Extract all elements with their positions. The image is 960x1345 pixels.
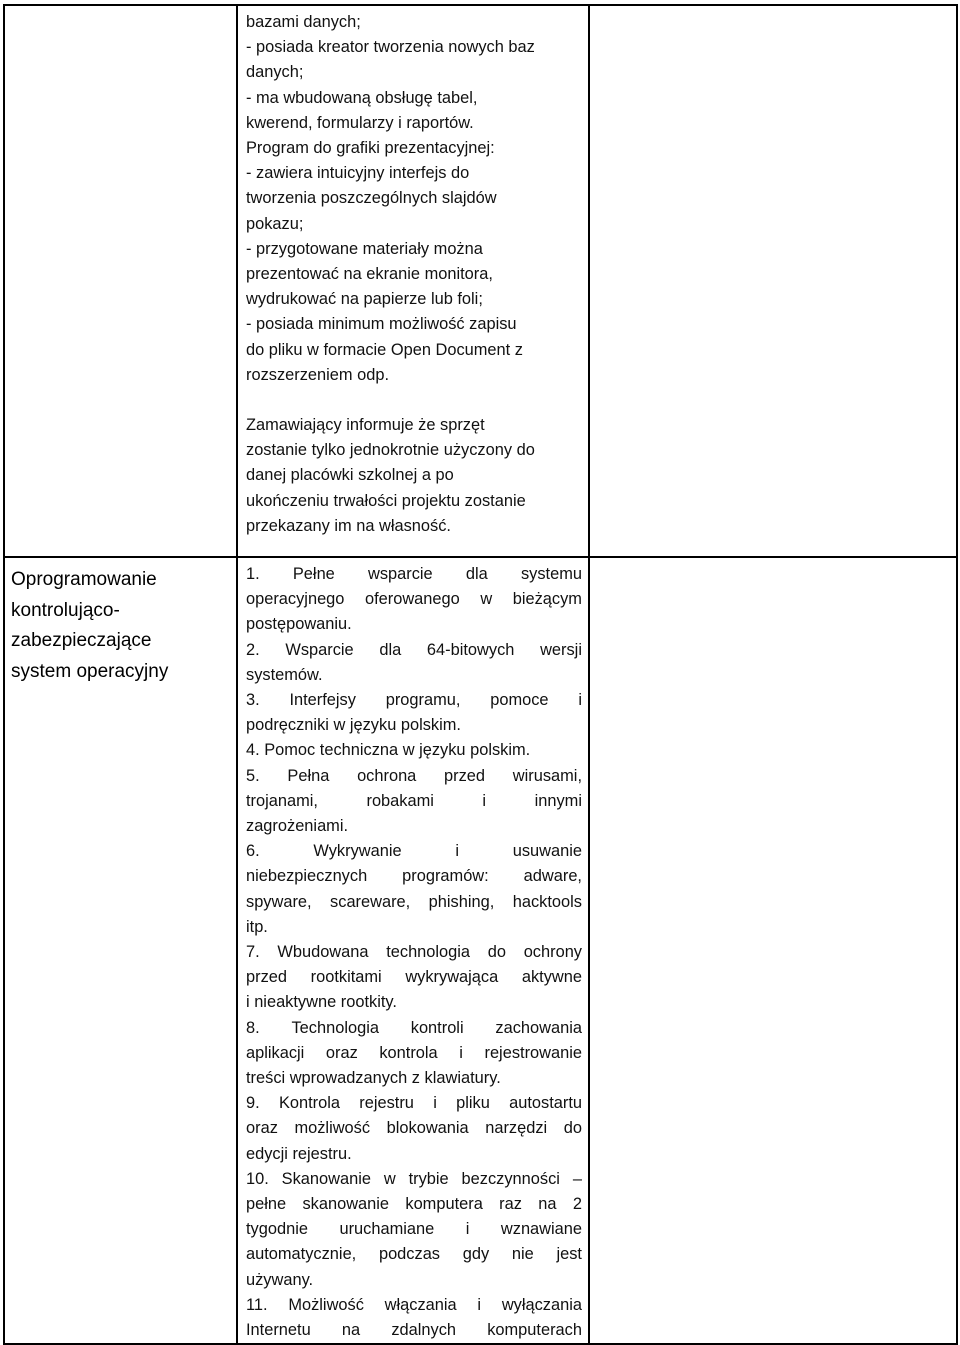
text-line: tworzenia poszczególnych slajdów (246, 189, 497, 208)
text-line: ukończeniu trwałości projektu zostanie (246, 491, 526, 510)
item-name-cell (4, 5, 237, 557)
text-line: tygodnie uruchamiane i wznawiane (246, 1220, 582, 1239)
text-line: - przygotowane materiały można (246, 239, 483, 258)
text-line: systemów. (246, 665, 323, 684)
text-line: przed rootkitami wykrywająca aktywne (246, 968, 582, 987)
text-line: Zamawiający informuje że sprzęt (246, 416, 485, 435)
text-line: system operacyjny (11, 660, 169, 682)
text-line: do pliku w formacie Open Document z (246, 340, 523, 359)
text-line: używany. (246, 1270, 314, 1289)
table-row (4, 5, 957, 557)
text-line: niebezpiecznych programów: adware, (246, 867, 582, 886)
text-line: operacyjnego oferowanego w bieżącym (246, 590, 582, 609)
text-line: 9. Kontrola rejestru i pliku autostartu (246, 1094, 582, 1113)
text-line: Oprogramowanie (11, 569, 157, 590)
description-text (238, 558, 588, 1343)
text-line: Internetu na zdalnych komputerach (246, 1321, 582, 1340)
text-line: zabezpieczające (11, 630, 152, 651)
text-line: przekazany im na własność. (246, 516, 451, 535)
text-line: 7. Wbudowana technologia do ochrony (246, 943, 582, 962)
text-line: wydrukować na papierze lub foli; (246, 290, 483, 309)
text-line: 1. Pełne wsparcie dla systemu (246, 565, 582, 583)
text-line: Program do grafiki prezentacyjnej: (246, 139, 495, 158)
text-line: oraz możliwość blokowania narzędzi do (246, 1119, 582, 1138)
text-line: - posiada minimum możliwość zapisu (246, 315, 517, 334)
text-line: trojanami, robakami i innymi (246, 791, 582, 810)
paragraph-gap (246, 388, 582, 413)
text-line: 6. Wykrywanie i usuwanie (246, 842, 582, 861)
text-line: 8. Technologia kontroli zachowania (246, 1018, 582, 1037)
text-line: 5. Pełna ochrona przed wirusami, (246, 766, 582, 785)
text-line: kontrolująco- (11, 599, 120, 621)
text-line: bazami danych; (246, 13, 361, 31)
item-name (5, 558, 236, 687)
text-line: pokazu; (246, 214, 304, 233)
text-line: i nieaktywne rootkity. (246, 993, 397, 1012)
text-line: 2. Wsparcie dla 64-bitowych wersji (246, 640, 582, 659)
text-line: - zawiera intuicyjny interfejs do (246, 164, 470, 183)
description-cell (237, 557, 589, 1344)
text-line: 11. Możliwość włączania i wyłączania (246, 1295, 582, 1314)
text-line: - ma wbudowaną obsługę tabel, (246, 88, 478, 107)
text-line: rozszerzeniem odp. (246, 365, 390, 384)
text-line: 4. Pomoc techniczna w języku polskim. (246, 741, 531, 760)
text-line: edycji rejestru. (246, 1144, 352, 1163)
item-name-cell (4, 557, 237, 1344)
text-line: 3. Interfejsy programu, pomoce i (246, 691, 582, 710)
text-line: podręczniki w języku polskim. (246, 716, 461, 735)
text-line: spyware, scareware, phishing, hacktools (246, 892, 582, 911)
text-line: postępowaniu. (246, 615, 352, 634)
text-line: kwerend, formularzy i raportów. (246, 113, 474, 132)
text-line: automatycznie, podczas gdy nie jest (246, 1245, 582, 1264)
offer-cell (589, 5, 957, 557)
description-cell (237, 5, 589, 557)
text-line: prezentować na ekranie monitora, (246, 265, 493, 284)
text-line: danej placówki szkolnej a po (246, 466, 454, 485)
text-line: treści wprowadzanych z klawiatury. (246, 1069, 501, 1088)
text-line: pełne skanowanie komputera raz na 2 (246, 1195, 582, 1214)
text-line: 10. Skanowanie w trybie bezczynności – (246, 1169, 582, 1188)
text-line: - posiada kreator tworzenia nowych baz (246, 38, 535, 57)
text-line: zagrożeniami. (246, 817, 349, 836)
offer-cell (589, 557, 957, 1344)
text-line: danych; (246, 63, 304, 82)
table-row (4, 557, 957, 1344)
text-line: itp. (246, 917, 268, 936)
specification-table (3, 4, 958, 1345)
description-text (238, 6, 588, 539)
text-line: zostanie tylko jednokrotnie użyczony do (246, 441, 535, 460)
text-line: aplikacji oraz kontrola i rejestrowanie (246, 1043, 582, 1062)
